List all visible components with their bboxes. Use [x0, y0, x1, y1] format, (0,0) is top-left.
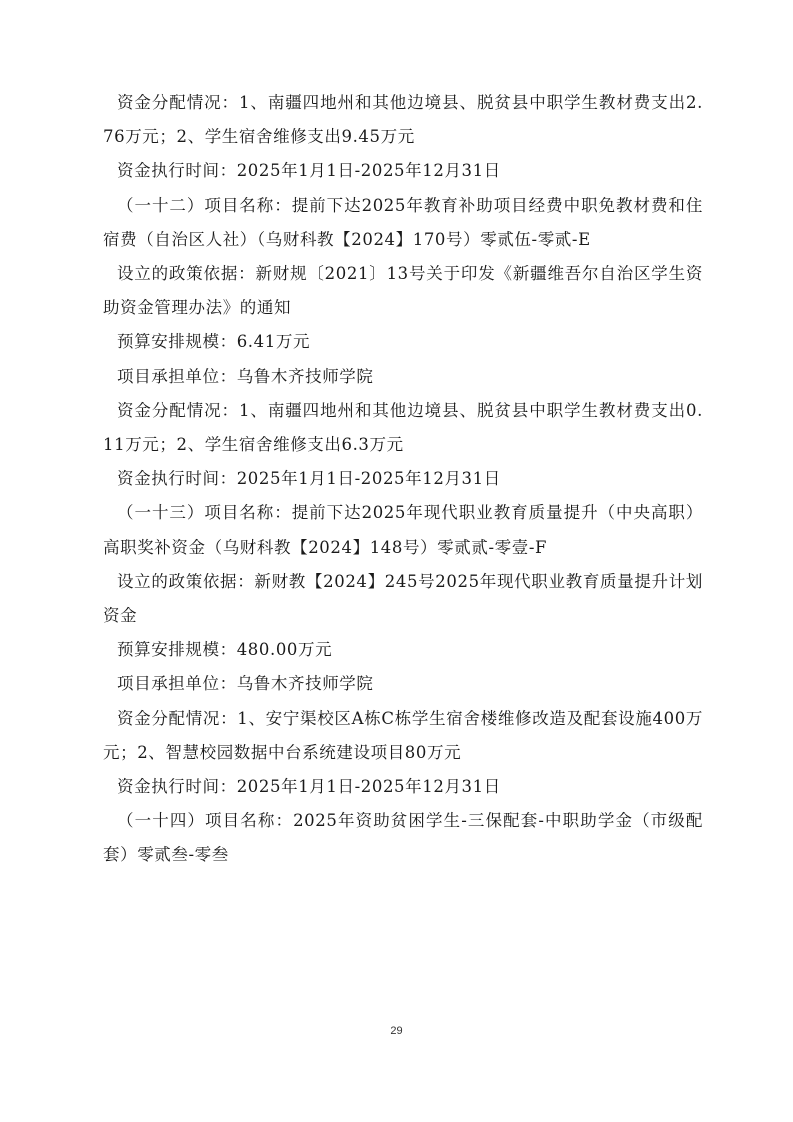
execution-time-paragraph: 资金执行时间：2025年1月1日-2025年12月31日 [117, 161, 501, 181]
document-body [103, 86, 703, 873]
project-14-name-paragraph: （一十四）项目名称：2025年资助贫困学生-三保配套-中职助学金（市级配套）零贰叁-零叁 [103, 811, 703, 865]
project-13-unit-paragraph: 项目承担单位：乌鲁木齐技师学院 [117, 674, 374, 694]
project-13-policy-basis-paragraph: 设立的政策依据：新财教【2024】245号2025年现代职业教育质量提升计划资金 [103, 571, 703, 626]
project-12-unit-paragraph: 项目承担单位：乌鲁木齐技师学院 [117, 366, 374, 386]
page-number: 29 [390, 1025, 403, 1037]
project-12-name-paragraph: （一十二）项目名称：提前下达2025年教育补助项目经费中职免教材费和住宿费（自治区人社）（乌财科教【2024】170号）零贰伍-零贰-E [103, 195, 703, 249]
project-13-budget-paragraph: 预算安排规模：480.00万元 [117, 640, 333, 660]
project-13-execution-time-paragraph: 资金执行时间：2025年1月1日-2025年12月31日 [117, 777, 501, 797]
project-12-execution-time-paragraph: 资金执行时间：2025年1月1日-2025年12月31日 [117, 469, 501, 489]
funding-allocation-paragraph: 资金分配情况：1、南疆四地州和其他边境县、脱贫县中职学生教材费支出2.76万元；2、学生宿舍维修支出9.45万元 [103, 93, 703, 147]
project-13-allocation-paragraph: 资金分配情况：1、安宁渠校区A栋C栋学生宿舍楼维修改造及配套设施400万元；2、智慧校园数据中台系统建设项目80万元 [103, 708, 703, 762]
project-12-allocation-paragraph: 资金分配情况：1、南疆四地州和其他边境县、脱贫县中职学生教材费支出0.11万元；2、学生宿舍维修支出6.3万元 [103, 400, 703, 455]
project-13-name-paragraph: （一十三）项目名称：提前下达2025年现代职业教育质量提升（中央高职）高职奖补资金（乌财科教【2024】148号）零贰贰-零壹-F [103, 503, 703, 557]
project-12-policy-basis-paragraph: 设立的政策依据：新财规〔2021〕13号关于印发《新疆维吾尔自治区学生资助资金管理办法》的通知 [103, 264, 703, 318]
project-12-budget-paragraph: 预算安排规模：6.41万元 [117, 332, 311, 352]
